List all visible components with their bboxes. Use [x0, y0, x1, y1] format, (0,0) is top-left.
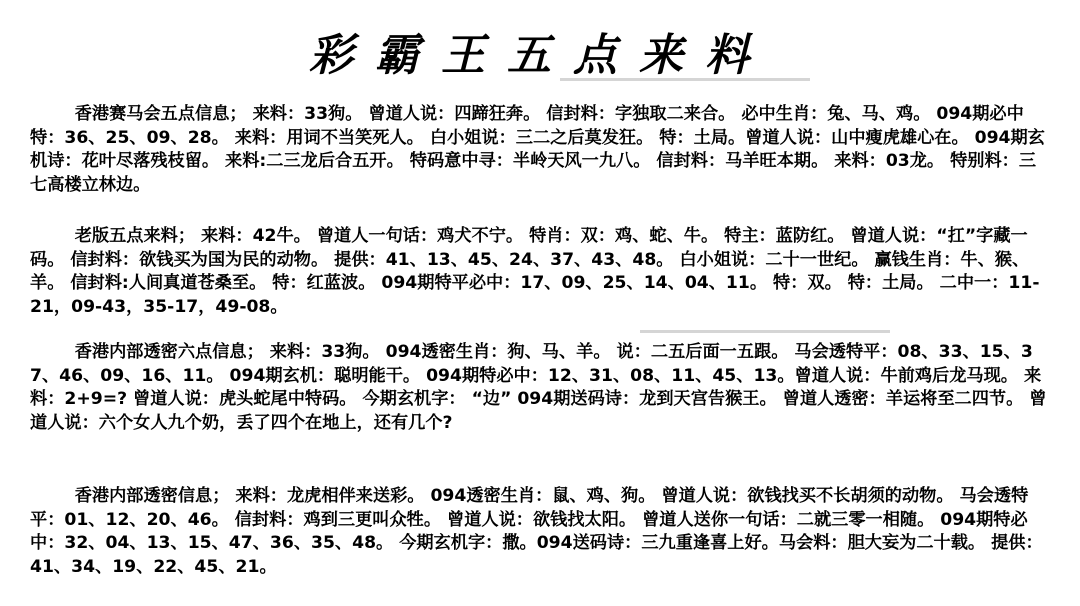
paragraph-hk-internal-secret: 香港内部透密信息； 来料：龙虎相伴来送彩。 094透密生肖：鼠、鸡、狗。 曾道人说：欲钱找买不长胡须的动物。 马会透特平：01、12、20、46。 信封料：鸡到三更叫众牲。 曾道人说：欲钱找太阳。 曾道人送你一句话：二就三零一相随。 094期特必中：32、04、13、15、47、36、35、48。 今期玄机字：撒。094送码诗：三九重逢喜上好。马会料：胆大妄为二十载。 提供：41、34、19、22、45、21。: [30, 486, 1043, 577]
scan-artifact: [640, 330, 890, 333]
scan-artifact: [560, 78, 810, 81]
paragraph-old-version-info: 老版五点来料； 来料：42牛。 曾道人一句话：鸡犬不宁。 特肖：双：鸡、蛇、牛。 特主：蓝防红。 曾道人说：“扛”字藏一码。 信封料：欲钱买为国为民的动物。 提供：41、13、45、24、37、43、48。 白小姐说：二十一世纪。 赢钱生肖：牛、猴、羊。 信封料:人间真道苍桑至。 特：红蓝波。 094期特平必中：17、09、25、14、04、11。 特：双。 特：土局。 二中一：11-21，09-43，35-17，49-08。: [30, 226, 1040, 317]
paragraph-hk-jockey-club-info: 香港赛马会五点信息； 来料：33狗。 曾道人说：四蹄狂奔。 信封料：字独取二来合。 必中生肖：兔、马、鸡。 094期必中特：36、25、09、28。 来料：用词不当笑死人。 白小姐说：三二之后莫发狂。 特：土局。曾道人说：山中瘦虎雄心在。 094期玄机诗：花叶尽落残枝留。 来料:二三龙后合五开。 特码意中寻：半岭天风一九八。 信封料：马羊旺本期。 来料：03龙。 特别料：三七高楼立林边。: [30, 104, 1045, 195]
paragraph-hk-internal-six-point: 香港内部透密六点信息； 来料：33狗。 094透密生肖：狗、马、羊。 说：二五后面一五跟。 马会透特平：08、33、15、37、46、09、16、11。 094期玄机：聪明能干。 094期特必中：12、31、08、11、45、13。曾道人说：牛前鸡后龙马现。 来料：2+9=? 曾道人说：虎头蛇尾中特码。 今期玄机字： “边” 094期送码诗：龙到天宫告猴王。 曾道人透密：羊运将至二四节。 曾道人说：六个女人九个奶，丢了四个在地上，还有几个?: [30, 342, 1047, 433]
page-title: 彩霸王五点来料: [309, 30, 771, 81]
